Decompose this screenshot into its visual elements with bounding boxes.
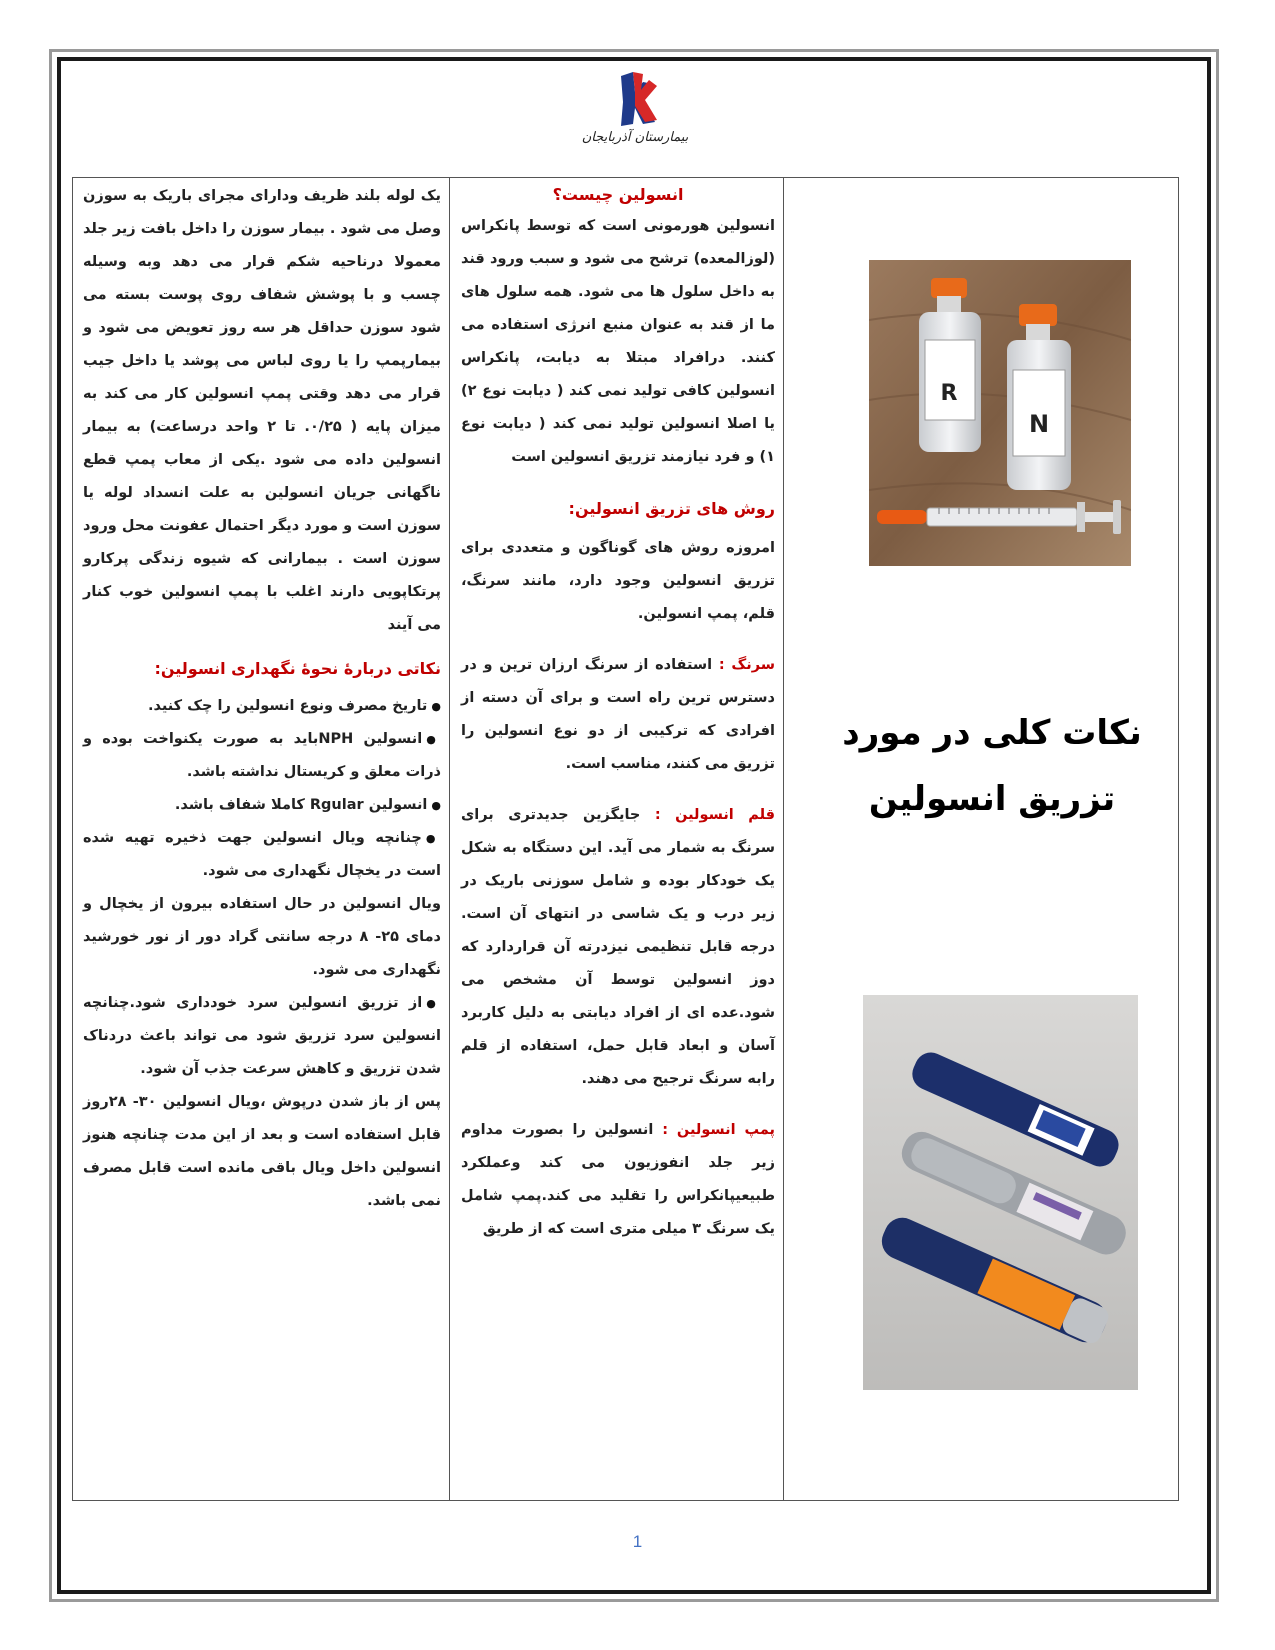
storage-tip-4: ● چنانچه ویال انسولین جهت ذخیره تهیه شده است در یخچال نگهداری می شود. [83,822,441,888]
storage-tip-3: ● انسولین Rgular کاملا شفاف باشد. [83,789,441,822]
storage-tip-5: ● از تزریق انسولین سرد خودداری شود.چنانچه انسولین سرد تزریق شود می تواند باعث دردناک شدن تزریق و کاهش سرعت جذب آن شود. [83,987,441,1086]
pump-paragraph: پمپ انسولین : انسولین را بصورت مداوم زیر جلد انفوزیون می کند وعملکرد طبیعیپانکراس را تقلید می کند.پمپ شامل یک سرنگ ۳ میلی متری است که از طریق [461,1122,775,1237]
logo-caption: بیمارستان آذربایجان [581,130,689,145]
storage-tip-vial-expiry: پس از باز شدن درپوش ،ویال انسولین ۳۰- ۲۸روز قابل استفاده است و بعد از این مدت چنانچه هنوز انسولین داخل ویال باقی مانده است قابل مصرف نمی باشد. [83,1094,441,1209]
svg-text:R: R [940,381,958,406]
injection-methods-heading: روش های تزریق انسولین: [568,499,775,518]
left-column [83,178,441,1500]
svg-text:N: N [1028,410,1050,438]
injection-methods-text: امروزه روش های گوناگون و متعددی برای تزریق انسولین وجود دارد، مانند سرنگ، قلم، پمپ انسولین. [461,540,775,622]
column-divider-right [783,178,784,1500]
page-number: 1 [632,1532,643,1551]
insulin-vials-and-syringe-icon [869,260,1131,566]
document-title [837,700,1147,832]
syringe-paragraph: سرنگ : استفاده از سرنگ ارزان ترین و در دسترس ترین راه است و برای آن دسته از افرادی که ترکیبی از دو نوع انسولین را تزریق می کنند، مناسب است. [461,657,776,772]
document-title-line-1: نکات کلی در مورد [842,713,1142,753]
what-is-insulin-heading: انسولین چیست؟ [552,185,684,204]
pump-description-continued: یک لوله بلند ظریف ودارای مجرای باریک به سوزن وصل می شود . بیمار سوزن را داخل بافت زیر جلد معمولا درناحیه شکم قرار می دهد وبه وسیله چسب و با پوشش شفاف روی پوست بسته می شود سوزن حداقل هر سه روز تعویض می شود و بیمارپمپ را یا روی لباس می پوشد یا داخل جیب قرار می دهد وقتی پمپ انسولین کار می کند به میزان پایه ( ۰/۲۵. تا ۲ واحد درساعت) به بیمار انسولین داده می شود .یکی از معاب پمپ قطع ناگهانی جریان انسولین به علت انسداد لوله یا سوزن است و مورد دیگر احتمال عفونت محل ورود سوزن است . بیمارانی که شیوه زندگی پرکارو پرتکاپویی دارند اغلب با پمپ انسولین خوب کنار می آیند [83,188,441,633]
hospital-logo-icon [613,72,657,128]
insulin-pens-icon [863,995,1138,1390]
insulin-vials-photo [869,260,1131,566]
column-divider-left [449,178,450,1500]
what-is-insulin-text: انسولین هورمونی است که توسط پانکراس (لوزالمعده) ترشح می شود و سبب ورود قند به داخل سلول ها می شود. همه سلول های ما از قند به عنوان منبع انرژی استفاده می کنند. درافراد مبتلا به دیابت، پانکراس انسولین کافی تولید نمی کند ( دیابت نوع ۲) یا اصلا انسولین تولید نمی کند ( دیابت نوع ۱) و فرد نیازمند تزریق انسولین است [461,218,775,465]
syringe-label: سرنگ : [718,657,776,673]
insulin-pens-photo [863,995,1138,1390]
storage-tip-1: ● تاریخ مصرف ونوع انسولین را چک کنید. [83,690,441,723]
middle-column [461,178,775,1500]
hospital-logo [575,72,695,172]
document-title-line-2: تزریق انسولین [868,779,1116,819]
storage-tip-room-temp: ویال انسولین در حال استفاده بیرون از یخچال و دمای ۲۵- ۸ درجه سانتی گراد دور از نور خورشید نگهداری می شود. [83,896,441,978]
pump-label: پمپ انسولین : [662,1122,775,1138]
storage-tip-2: ● انسولین NPHباید به صورت یکنواخت بوده و ذرات معلق و کریستال نداشته باشد. [83,723,441,789]
pen-label: قلم انسولین : [654,807,775,823]
storage-tips-heading: نکاتی دربارهٔ نحوهٔ نگهداری انسولین: [154,659,441,678]
pen-paragraph: قلم انسولین : جایگزین جدیدتری برای سرنگ به شمار می آید. این دستگاه به شکل یک خودکار بوده و شامل سوزنی باریک در زیر درب و یک شاسی در انتهای آن است. درجه قابل تنظیمی نیزدرته آن قراردارد که دوز انسولین توسط آن مشخص می شود.عده ای از افراد دیابتی به دلیل کاربرد آسان و ابعاد قابل حمل، استفاده از قلم رابه سرنگ ترجیح می دهند. [461,807,775,1087]
